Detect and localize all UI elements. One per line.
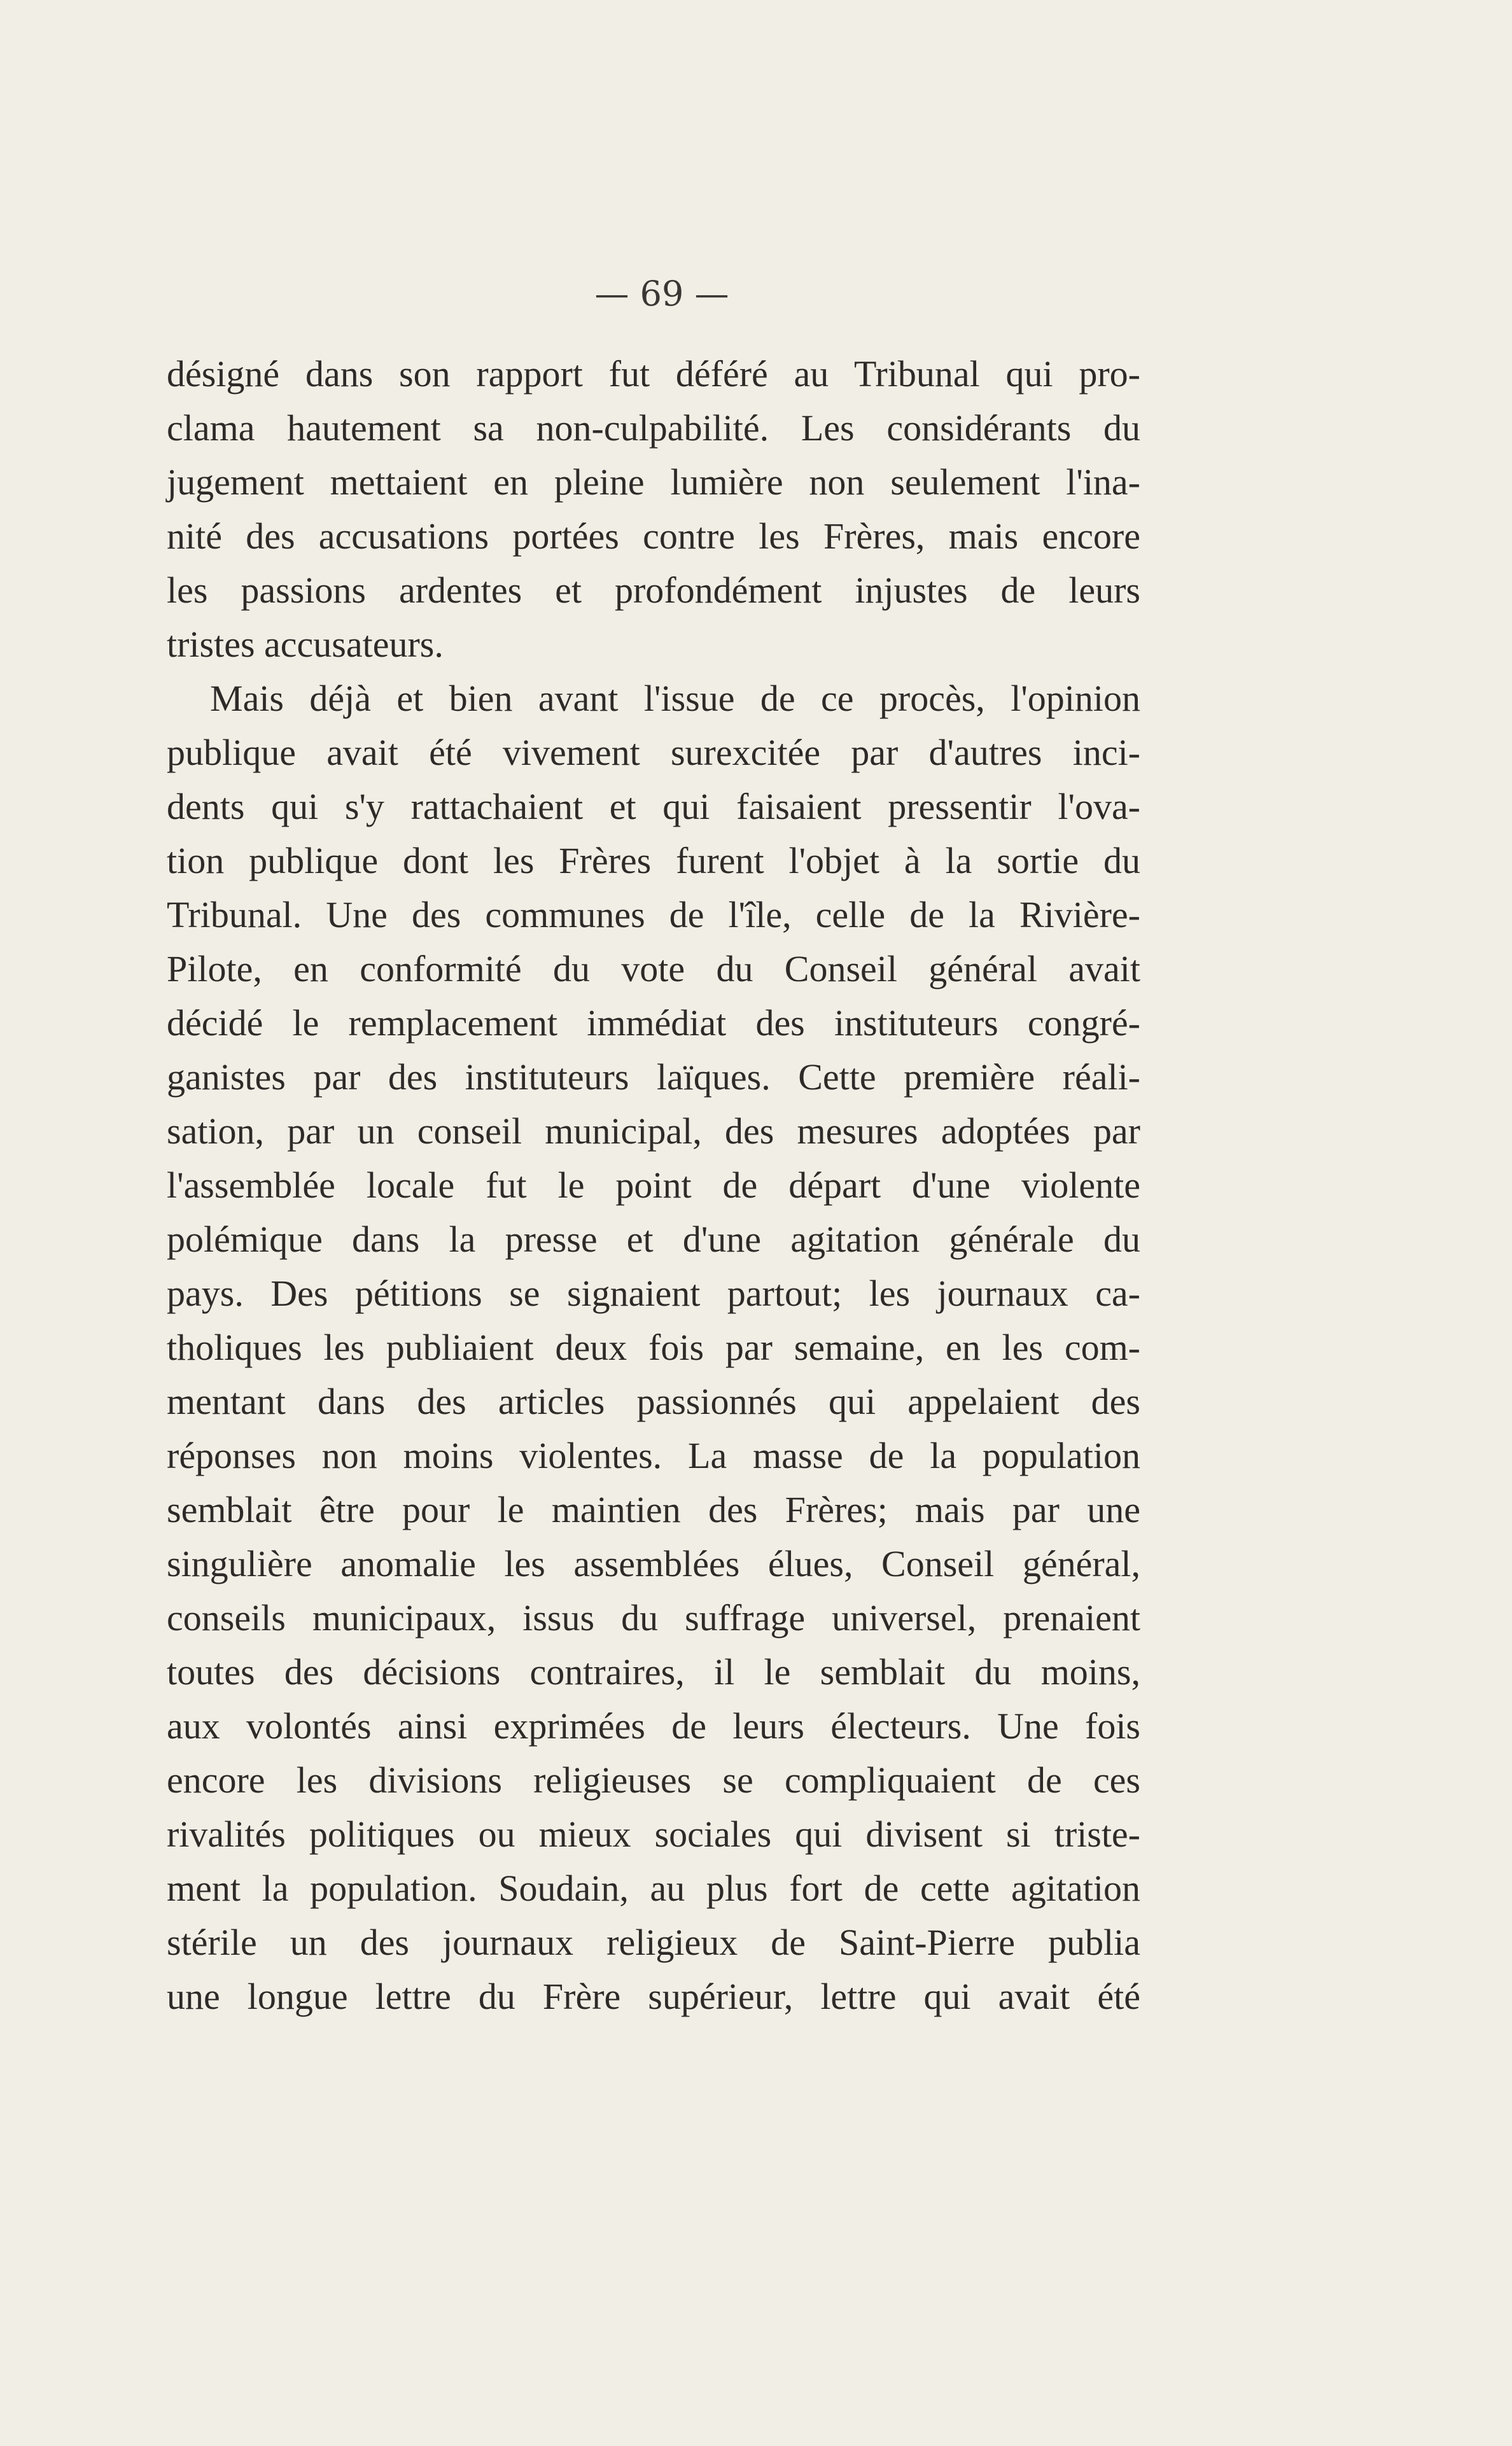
text-line: sation, par un conseil municipal, des mesures adoptées par: [167, 1110, 1140, 1152]
text-line: désigné dans son rapport fut déféré au Tribunal qui pro-: [167, 353, 1140, 395]
text-line: encore les divisions religieuses se compliquaient de ces: [167, 1759, 1140, 1801]
page-number: — 69 —: [594, 274, 729, 314]
text-line: dents qui s'y rattachaient et qui faisaient pressentir l'ova-: [167, 786, 1140, 827]
text-line: tristes accusateurs.: [167, 624, 444, 665]
text-line: pays. Des pétitions se signaient partout; les journaux ca-: [167, 1273, 1140, 1314]
text-line: Pilote, en conformité du vote du Conseil général avait: [167, 948, 1140, 989]
text-line: Tribunal. Une des communes de l'île, celle de la Rivière-: [167, 894, 1140, 935]
text-line: les passions ardentes et profondément injustes de leurs: [167, 570, 1140, 611]
text-line: toutes des décisions contraires, il le semblait du moins,: [167, 1651, 1140, 1693]
text-line: conseils municipaux, issus du suffrage universel, prenaient: [167, 1597, 1140, 1639]
text-line: polémique dans la presse et d'une agitation générale du: [167, 1219, 1140, 1260]
text-line: stérile un des journaux religieux de Saint-Pierre publia: [167, 1922, 1140, 1963]
text-line: ganistes par des instituteurs laïques. Cette première réali-: [167, 1056, 1140, 1098]
text-line: singulière anomalie les assemblées élues, Conseil général,: [167, 1543, 1140, 1584]
text-line: décidé le remplacement immédiat des instituteurs congré-: [167, 1002, 1140, 1044]
body-text: [167, 347, 1140, 2023]
text-line: tion publique dont les Frères furent l'objet à la sortie du: [167, 840, 1140, 881]
text-line: mentant dans des articles passionnés qui appelaient des: [167, 1381, 1140, 1422]
text-line: réponses non moins violentes. La masse de la population: [167, 1435, 1140, 1476]
text-line: ment la population. Soudain, au plus fort de cette agitation: [167, 1868, 1140, 1909]
text-line: nité des accusations portées contre les Frères, mais encore: [167, 515, 1140, 557]
text-line: rivalités politiques ou mieux sociales qui divisent si triste-: [167, 1814, 1140, 1855]
text-line: clama hautement sa non-culpabilité. Les considérants du: [167, 407, 1140, 449]
text-line: semblait être pour le maintien des Frères; mais par une: [167, 1489, 1140, 1530]
text-line: aux volontés ainsi exprimées de leurs électeurs. Une fois: [167, 1705, 1140, 1747]
text-line: tholiques les publiaient deux fois par semaine, en les com-: [167, 1327, 1140, 1368]
text-line: l'assemblée locale fut le point de départ d'une violente: [167, 1164, 1140, 1206]
text-line: jugement mettaient en pleine lumière non seulement l'ina-: [167, 461, 1140, 503]
text-line: publique avait été vivement surexcitée par d'autres inci-: [167, 732, 1140, 773]
text-line: une longue lettre du Frère supérieur, lettre qui avait été: [167, 1976, 1140, 2017]
text-line: Mais déjà et bien avant l'issue de ce procès, l'opinion: [210, 678, 1140, 719]
